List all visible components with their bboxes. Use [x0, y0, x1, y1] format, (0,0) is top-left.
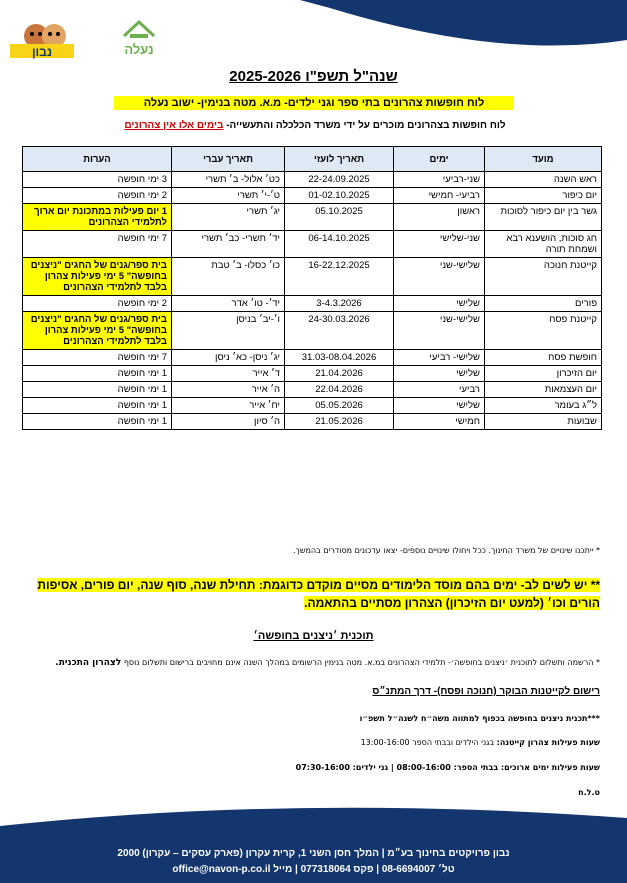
svg-text:נבון: נבון	[31, 45, 53, 59]
cell-heb: ה׳ אייר	[172, 382, 285, 398]
cell-note: 2 ימי חופשה	[23, 188, 172, 204]
camp-hours-text: בגני הילדים ובבתי הספר 13:00-16:00	[360, 738, 495, 747]
footnote-changes: * ייתכנו שינויים של משרד החינוך. ככל ויחולו שינויים נוספים- יצאו עדכונים מסודרים בהמשך.	[292, 546, 600, 555]
long-day-hours: שעות פעילות ימים ארוכים: בבתי הספר: 08:00-16:00 | גני ילדים: 07:30-16:00	[295, 763, 600, 772]
page-subtitle: לוח חופשות צהרונים בתי ספר וגני ילדים- מ.א. מטה בנימין- ישוב נעלה	[114, 96, 514, 110]
cell-note: 1 ימי חופשה	[23, 366, 172, 382]
cell-occasion: חופשת פסח	[485, 350, 602, 366]
cell-days: שני-רביעי	[394, 172, 485, 188]
cell-greg: 01-02.10.2025	[285, 188, 394, 204]
cell-note: 3 ימי חופשה	[23, 172, 172, 188]
col-notes: הערות	[23, 147, 172, 172]
table-row	[23, 296, 602, 312]
cell-occasion: שבועות	[485, 414, 602, 430]
table-row	[23, 172, 602, 188]
cell-heb: כו׳ כסלו- ב׳ טבת	[172, 258, 285, 296]
tlh-note: ט.ל.ח	[578, 788, 600, 797]
cell-occasion: יום העצמאות	[485, 382, 602, 398]
cell-greg: 24-30.03.2026	[285, 312, 394, 350]
cell-occasion: ראש השנה	[485, 172, 602, 188]
cell-note: בית ספר/גנים של החגים "ניצנים בחופשה" 5 ימי פעילות צהרון בלבד לתלמידי הצהרונים	[23, 312, 172, 350]
cell-days: שלישי	[394, 366, 485, 382]
cell-occasion: קייטנת פסח	[485, 312, 602, 350]
cell-days: רביעי	[394, 382, 485, 398]
cell-occasion: ל״ג בעומר	[485, 398, 602, 414]
table-row	[23, 231, 602, 258]
table-row	[23, 258, 602, 296]
cell-occasion: קייטנת חנוכה	[485, 258, 602, 296]
program-title: תוכנית ׳ניצנים בחופשה׳	[253, 630, 374, 642]
table-row	[23, 204, 602, 231]
cell-heb: יד׳ תשרי- כב׳ תשרי	[172, 231, 285, 258]
table-row	[23, 188, 602, 204]
footer-address: נבון פרויקטים בחינוך בע״מ | המלך חסן השני 1, קרית עקרון (פארק עסקים – עקרון) 2000	[117, 848, 510, 859]
cell-heb: ה׳ סיון	[172, 414, 285, 430]
table-row	[23, 398, 602, 414]
col-heb: תאריך עברי	[172, 147, 285, 172]
cell-days: רביעי- חמישי	[394, 188, 485, 204]
subtitle2-red: בימים אלו אין צהרונים	[124, 120, 224, 131]
table-row	[23, 312, 602, 350]
early-dismissal-notice: ** יש לשים לב- ימים בהם מוסד הלימודים מסיים מוקדם כדוגמת: תחילת שנה, סוף שנה, יום פורים, אסיפות הורים וכו׳ (למעט יום הזיכרון) הצהרון מסתיים בהתאמה.	[37, 578, 600, 610]
page-title: שנה"ל תשפ"ו 2025-2026	[229, 68, 398, 85]
cell-days: שני-שלישי	[394, 231, 485, 258]
cell-days: חמישי	[394, 414, 485, 430]
cell-days: שלישי	[394, 398, 485, 414]
col-days: ימים	[394, 147, 485, 172]
col-greg: תאריך לועזי	[285, 147, 394, 172]
cell-greg: 3-4.3.2026	[285, 296, 394, 312]
table-row	[23, 350, 602, 366]
cell-greg: 22-24.09.2025	[285, 172, 394, 188]
cell-heb: ט׳-י׳ תשרי	[172, 188, 285, 204]
footer-contact	[0, 846, 627, 878]
vacation-subtitle	[60, 120, 570, 131]
cell-greg: 05.05.2026	[285, 398, 394, 414]
cell-occasion: חג סוכות, הושענא רבא ושמחת תורה	[485, 231, 602, 258]
cell-occasion: יום הזיכרון	[485, 366, 602, 382]
col-occasion: מועד	[485, 147, 602, 172]
table-row	[23, 382, 602, 398]
table-row	[23, 414, 602, 430]
cell-occasion: פורים	[485, 296, 602, 312]
cell-note: בית ספר/גנים של החגים "ניצנים בחופשה" 5 ימי פעילות צהרון בלבד לתלמידי הצהרונים	[23, 258, 172, 296]
svg-text:נעלה: נעלה	[124, 42, 154, 57]
registration-bold: לצהרון התכנית.	[55, 658, 122, 668]
cell-note: 1 ימי חופשה	[23, 398, 172, 414]
vacation-table	[22, 146, 602, 430]
cell-heb: כט׳ אלול- ב׳ תשרי	[172, 172, 285, 188]
subtitle2-prefix: לוח חופשות בצהרונים מוכרים על ידי משרד הכלכלה והתעשייה-	[226, 120, 506, 131]
cell-greg: 16-22.12.2025	[285, 258, 394, 296]
cell-heb: ו׳-יב׳ בניסן	[172, 312, 285, 350]
cell-heb: יג׳ ניסן- כא׳ ניסן	[172, 350, 285, 366]
cell-heb: יח׳ אייר	[172, 398, 285, 414]
cell-note: 1 ימי חופשה	[23, 382, 172, 398]
cell-greg: 31.03-08.04.2026	[285, 350, 394, 366]
cell-occasion: יום כיפור	[485, 188, 602, 204]
cell-greg: 22.04.2026	[285, 382, 394, 398]
registration-text: * הרשמה ותשלום לתוכנית ׳ניצנים בחופשה׳- תלמידי הצהרונים במ.א. מטה בנימין הרשומים במהלך השנה אינם מחויבים ברישום ותשלום נוסף לצהרון התכנית.	[55, 658, 600, 668]
cell-days: שלישי- רביעי	[394, 350, 485, 366]
header-wave	[0, 0, 627, 62]
cell-note: 7 ימי חופשה	[23, 231, 172, 258]
cell-note: 2 ימי חופשה	[23, 296, 172, 312]
navon-logo	[8, 14, 78, 66]
cell-greg: 05.10.2025	[285, 204, 394, 231]
camp-hours	[28, 738, 600, 747]
cell-days: שלישי	[394, 296, 485, 312]
camp-hours-label: שעות פעילות צהרון קייטנה:	[496, 738, 600, 747]
table-row	[23, 366, 602, 382]
cell-heb: יד׳- טו׳ אדר	[172, 296, 285, 312]
cell-note: 7 ימי חופשה	[23, 350, 172, 366]
cell-note: 1 יום פעילות במתכונת יום ארוך לתלמידי הצהרונים	[23, 204, 172, 231]
cell-greg: 21.04.2026	[285, 366, 394, 382]
cell-heb: יג׳ תשרי	[172, 204, 285, 231]
cell-days: ראשון	[394, 204, 485, 231]
cell-note: 1 ימי חופשה	[23, 414, 172, 430]
cell-greg: 06-14.10.2025	[285, 231, 394, 258]
cell-occasion: גשר בין יום כיפור לסוכות	[485, 204, 602, 231]
cell-heb: ד׳ אייר	[172, 366, 285, 382]
program-note: ***תכנית ניצנים בחופשה בכפוף למתווה משה״ח לשנה״ל תשפ״ו	[359, 714, 600, 723]
footer-phone-email: טל׳ 08-6694007 | פקס 077318064 | מייל office@navon-p.co.il	[172, 864, 455, 875]
cell-greg: 21.05.2026	[285, 414, 394, 430]
nala-logo	[114, 12, 164, 62]
registration-camp: רישום לקייטנות הבוקר (חנוכה ופסח)- דרך המתנ״ס	[372, 686, 600, 697]
cell-days: שלישי-שני	[394, 312, 485, 350]
cell-days: שלישי-שני	[394, 258, 485, 296]
